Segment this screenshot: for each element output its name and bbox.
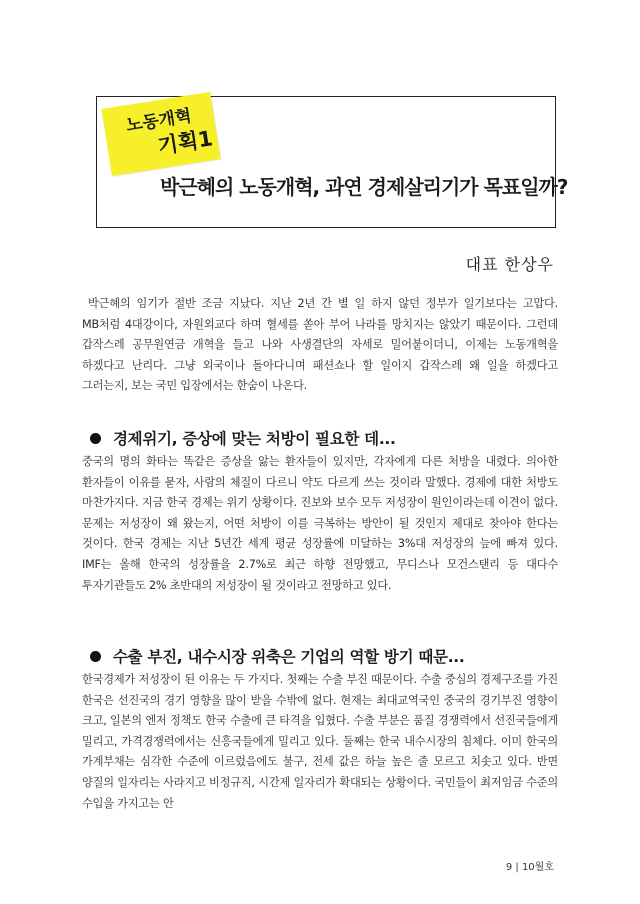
section-heading-1 <box>90 427 396 449</box>
paragraph-section-1: 중국의 명의 화타는 똑같은 증상을 앓는 환자들이 있지만, 각자에게 다른 처방을 내렸다. 의아한 환자들이 이유를 묻자, 사람의 체질이 다르니 약도 다르게 쓰는 것이라 말했다. 경제에 대한 처방도 마찬가지다. 지금 한국 경제는 위기 상황이다. 진보와 보수 모두 저성장이 원인이라는데 이견이 없다. 문제는 저성장이 왜 왔는지, 어떤 처방이 이를 극복하는 방안이 될 것인지 제대로 찾아야 한다는 것이다. 한국 경제는 지난 5년간 세계 평균 성장률에 미달하는 3%대 저성장의 늪에 빠져 있다. IMF는 올해 한국의 성장률을 2.7%로 최근 하향 전망했고, 무디스나 모건스탠리 등 대다수 투자기관들도 2% 초반대의 저성장이 될 것이라고 전망하고 있다. <box>82 455 558 592</box>
section-heading-2-text: 수출 부진, 내수시장 위축은 기업의 역할 방기 때문... <box>113 648 465 666</box>
article-title: 박근혜의 노동개혁, 과연 경제살리기가 목표일까? <box>160 175 568 199</box>
section-heading-2 <box>90 645 465 667</box>
bullet-icon <box>90 651 101 662</box>
series-tag-line2: 기획1 <box>156 126 215 159</box>
section-heading-1-text: 경제위기, 증상에 맞는 처방이 필요한 데... <box>113 430 396 448</box>
paragraph-section-2: 한국경제가 저성장이 된 이유는 두 가지다. 첫째는 수출 부진 때문이다. 수출 중심의 경제구조를 가진 한국은 선진국의 경기 영향을 많이 받을 수밖에 없다. 현재는 최대교역국인 중국의 경기부진 영향이 크고, 일본의 엔저 정책도 한국 수출에 큰 타격을 입혔다. 수출 부분은 품질 경쟁력에서 선진국들에게 밀리고, 가격경쟁력에서는 신흥국들에게 밀리고 있다. 둘째는 한국 내수시장의 침체다. 이미 한국의 가계부채는 심각한 수준에 이르렀음에도 불구, 전세 값은 하늘 높은 줄 모르고 치솟고 있다. 반면 양질의 일자리는 사라지고 비정규직, 시간제 일자리가 확대되는 상황이다. 국민들이 최저임금 수준의 수입을 가지고는 안 <box>82 673 558 810</box>
bullet-icon <box>90 433 101 444</box>
page-footer: 9 | 10월호 <box>505 862 554 873</box>
series-tag-line1: 노동개혁 <box>124 106 193 137</box>
author-byline: 대표 한상우 <box>465 255 554 274</box>
paragraph-intro: 박근혜의 임기가 절반 조금 지났다. 지난 2년 간 별 일 하지 않던 정부가 일기보다는 고맙다. MB처럼 4대강이다, 자원외교다 하며 혈세를 쏟아 부어 나라를 망치지는 않았기 때문이다. 그런데 갑작스레 공무원연금 개혁을 들고 나와 사생결단의 자세로 밀어붙이더니, 이제는 노동개혁을 하겠다고 난리다. 그냥 외국이나 돌아다니며 패션쇼나 할 일이지 갑작스레 왜 일을 하겠다고 그러는지, 보는 국민 입장에서는 한숨이 나온다. <box>82 297 558 393</box>
